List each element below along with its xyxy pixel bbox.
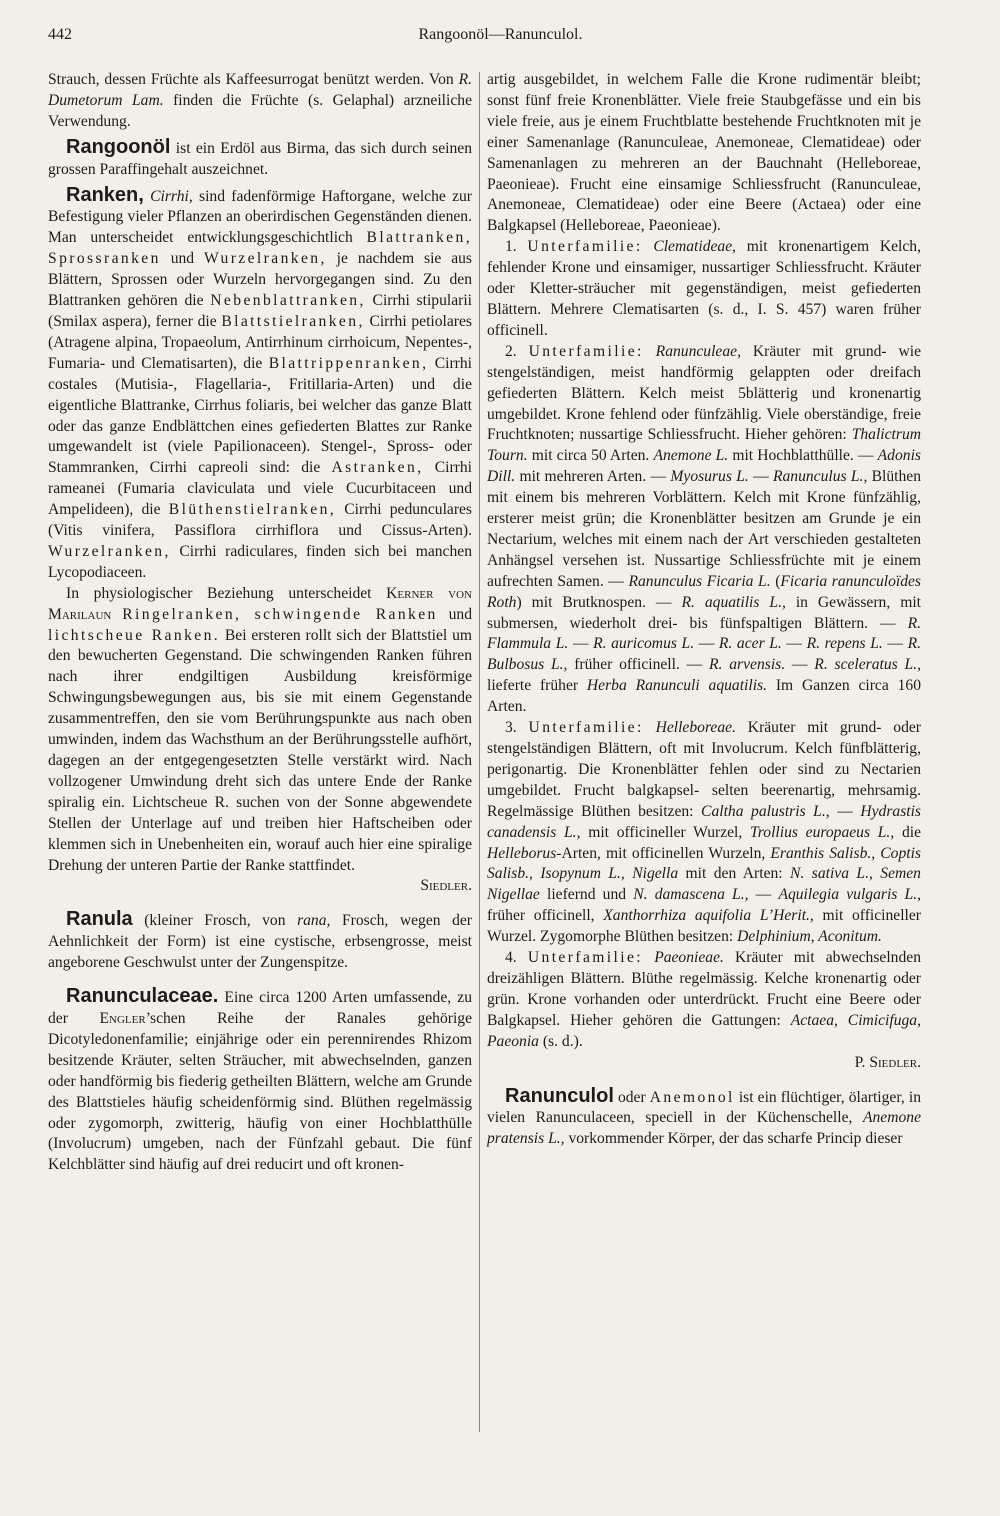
latin-term: Hydrastis canadensis L., <box>487 802 921 841</box>
text: -Arten, mit officinellen Wurzeln, <box>556 844 771 862</box>
subfamily-3 <box>487 718 921 948</box>
spaced-term: Unterfamilie: <box>527 238 643 256</box>
text <box>644 719 656 736</box>
text: — <box>748 468 773 486</box>
text: Frosch, wegen der Aehnlichkeit der Form) ist eine cystische, erbsengrosse, meist angeborene Geschwulst unter der Zungenspitze. <box>48 912 472 972</box>
text <box>643 949 654 966</box>
spaced-term: Unterfamilie: <box>528 719 644 737</box>
text: ) mit Brutknospen. — <box>516 593 682 611</box>
text: oder <box>613 1088 650 1106</box>
latin-term: Actaea, Cimicifuga, Paeonia <box>487 1011 922 1050</box>
text: mit circa 50 Arten. <box>527 447 654 465</box>
signature <box>487 1053 921 1074</box>
text: früher officinell. — <box>567 656 710 674</box>
text: mit den Arten: <box>678 865 791 883</box>
text: in Gewässern, mit submersen, wiederholt drei- bis fünfspaltigen Blättern. — <box>487 593 921 632</box>
latin-term: Helleboreae. <box>655 719 736 737</box>
spaced-term: lichtscheue Ranken. <box>48 626 221 644</box>
entry-ranunculaceae <box>48 986 472 1176</box>
spaced-term: Wurzelranken, <box>48 542 171 560</box>
spaced-term: Ringelranken, schwingende Ranken <box>122 605 438 623</box>
subfamily-2 <box>487 342 921 718</box>
text: Cirrhi stipularii (Smilax aspera), ferner die <box>48 292 472 330</box>
text: liefernd und <box>539 886 634 904</box>
text: ist ein Erdöl aus Birma, das sich durch seinen grossen Paraffingehalt auszeichnet. <box>48 139 472 178</box>
latin-term: Adonis Dill. <box>487 447 921 486</box>
text <box>111 606 122 623</box>
text: 1. <box>505 238 528 256</box>
text <box>644 343 656 360</box>
text: Cirrhi rameanei (Fumaria claviculata und viele Cucurbitaceen und Ampelideen), die <box>48 459 472 519</box>
latin-term: R. sceleratus L., <box>814 656 921 674</box>
latin-term: R. Flammula L. <box>487 614 921 653</box>
text: Cirrhi radiculares, finden sich bei manchen Lycopodiaceen. <box>48 542 472 581</box>
text: Im Ganzen circa 160 Arten. <box>487 677 921 716</box>
latin-term: R. auricomus L. <box>593 635 695 653</box>
text: finden die Früchte (s. Gelaphal) arzneiliche Verwendung. <box>48 91 472 130</box>
latin-term: R. acer L. <box>718 635 782 653</box>
author-name: Kerner von Marilaun <box>48 584 472 623</box>
latin-term: Cirrhi, <box>150 187 193 205</box>
text: — <box>748 886 779 904</box>
text: mit Hochblatthülle. — <box>728 447 878 465</box>
text: ( <box>770 572 781 590</box>
entry-ranunculol <box>487 1086 921 1151</box>
headword: Ranken, <box>66 183 144 206</box>
spaced-term: Blüthenstielranken, <box>168 501 337 519</box>
latin-term: Trollius europaeus L., <box>749 823 895 841</box>
headword: Ranunculaceae. <box>66 985 219 1008</box>
text: Strauch, dessen Früchte als Kaffeesurrogat benützt werden. Von <box>48 71 459 88</box>
entry-ranken-physiology <box>48 584 472 877</box>
text: Bei ersteren rollt sich der Blattstiel um den bewucherten Gegenstand. Die schwingenden Ranken führen nach ihrer endgiltigen Ausbildung kreisförmige Schwingungsbewegungen aus, bis sie mit einem Gegenstande zusammentreffen, den sie vom Berührungspunkte aus nach oben umwinden, indem das Wachsthum an der Berührungsstelle aufhört, dagegen an der entgegengesetzten Stelle verstärkt wird. Nach vollzogener Umwindung dreht sich das untere Ende der Ranke spiralig ein. Lichtscheue R. suchen von der Sonne abgewendete Stellen der Unterlage auf und treiben hier Haftscheiben oder klemmen sich in Unebenheiten ein, worauf auch hier eine spiralige Drehung der unteren Partie der Ranke stattfindet. <box>48 626 472 874</box>
text: — <box>781 635 807 653</box>
text: Cirrhi pedunculares (Vitis vinifera, Passiflora cirrhiflora und Cissus-Arten). <box>48 501 473 540</box>
spaced-term: Unterfamilie: <box>528 342 644 360</box>
latin-term: N. sativa L., <box>790 865 873 883</box>
latin-term: R. arvensis. <box>709 656 786 674</box>
headword: Ranunculol <box>505 1084 614 1107</box>
latin-term: R. Bulbosus L., <box>487 635 922 674</box>
latin-term: N. damascena L., <box>633 886 749 904</box>
latin-term: Ficaria ranunculoïdes Roth <box>487 572 921 611</box>
spaced-term: Wurzelranken, <box>204 250 327 268</box>
text: sind fadenförmige Haftorgane, welche zur Befestigung vieler Pflanzen an oberirdischen Gegenständen dienen. Man unterscheidet entwicklungsgeschichtlich <box>48 187 472 247</box>
latin-term: Xanthorrhiza aquifolia L’Herit., <box>603 907 814 925</box>
signature <box>48 876 472 897</box>
headword: Ranula <box>66 908 133 931</box>
page-header <box>48 26 953 50</box>
text: 4. <box>505 949 528 967</box>
latin-term: Semen Nigellae <box>487 865 921 904</box>
subfamily-1 <box>487 237 921 342</box>
right-column <box>487 70 921 1150</box>
latin-term: rana, <box>297 912 331 930</box>
latin-term: Clematideae, <box>653 238 737 256</box>
latin-term: R. repens L. <box>806 635 883 653</box>
text: ist ein flüchtiger, ölartiger, in vielen Ranunculaceen, speciell in der Küchenschelle, <box>487 1088 921 1127</box>
latin-term: Ranunculus Ficaria L. <box>628 572 771 590</box>
page-number: 442 <box>48 26 72 43</box>
spaced-term: Blattstielranken, <box>221 312 365 330</box>
text: — <box>694 635 719 653</box>
latin-term: Myosurus L. <box>670 468 749 486</box>
species-name: R. Dumetorum Lam. <box>48 71 472 109</box>
text: 3. <box>505 719 529 737</box>
text: und <box>437 605 472 623</box>
text: 2. <box>505 342 529 360</box>
text: Eine circa 1200 Arten umfassende, zu der <box>48 989 472 1027</box>
entry-ranunculaceae-continuation: artig ausgebildet, in welchem Falle die Krone rudimentär bleibt; sonst fünf freie Kronenblätter. Viele freie Staubgefässe und ein bis viele freie, aus je einem Fruchtblatte bestehende Fruchtknoten mit je einer Samenanlage (Ranunculeae, Anemoneae, Clematideae) oder Samenanlagen zu mehreren an der Bauchnaht (Helleboreae, Paeonieae). Frucht eine einsamige Schliessfrucht (Ranunculeae, Anemoneae, Clematideae) oder eine Beere (Actaea) oder eine Balgkapsel (Helleboreae, Paeonieae). <box>487 71 921 235</box>
text: mit officineller Wurzel. Zygomorphe Blüthen besitzen: <box>487 907 921 946</box>
entry-ranken <box>48 185 472 584</box>
text: In physiologischer Beziehung unterscheidet <box>66 584 387 602</box>
text: die <box>894 823 921 841</box>
spaced-term: Blattranken, Sprossranken <box>48 229 472 268</box>
subfamily-4 <box>487 948 921 1053</box>
text: (s. d.). <box>538 1032 583 1050</box>
text: mit mehreren Arten. — <box>515 468 671 486</box>
text: Blüthen mit einem bis mehreren Vorblättern. Kelch mit Krone fünfzählig, ersterer meist grün; die Kronenblätter besitzen am Grunde je ein Nectarium, welches mit einem nach der Art verschieden gestalteten Anhängsel versehen ist. Nussartige Schliessfrüchte mit je einem aufrechten Samen. — <box>487 468 922 590</box>
latin-term: Ranunculeae, <box>655 342 741 360</box>
latin-term: Herba Ranunculi aquatilis. <box>586 677 768 695</box>
text: — <box>882 635 908 653</box>
entry-continuation <box>48 70 472 133</box>
latin-term: Eranthis Salisb., Coptis Salisb., Isopynum L., Nigella <box>487 844 921 883</box>
text: mit officineller Wurzel, <box>580 823 750 841</box>
spaced-term: Unterfamilie: <box>527 949 644 967</box>
latin-term: Helleborus <box>487 844 557 862</box>
text: mit kronenartigem Kelch, fehlender Krone und einsamiger, nussartiger Schliessfrucht. Kräuter oder Kletter-sträucher mit gegenständigen, meist gefiederten Blättern. Mehrere Clematisarten (s. d., I. S. 457) waren früher officinell. <box>487 238 921 339</box>
text: Kräuter mit grund- oder stengelständigen Blättern, oft mit Involucrum. Kelch fünfblätterig, perigonartig. Die Kronenblätter fehlen oder sind zu Nectarien umgebildet. Frucht balgkapsel- selten beerenartig, mehrsamig. Regelmässige Blüthen besitzen: <box>487 719 921 820</box>
author-name: Engler <box>99 1009 146 1027</box>
text: (kleiner Frosch, von <box>132 912 298 930</box>
running-title: Rangoonöl—Ranunculol. <box>418 26 583 43</box>
left-column <box>48 70 472 1176</box>
text: vorkommender Körper, der das scharfe Princip dieser <box>564 1130 903 1148</box>
spaced-term: Blattrippenranken, <box>268 354 429 372</box>
spaced-term: Astranken, <box>331 459 424 477</box>
text: Kräuter mit abwechselnden dreizähligen Blättern. Blüthe regelmässig. Kelche kronenartig oder grün. Krone vorhanden oder unterdrückt. Frucht eine Beere oder Balgkapsel. Hieher gehören die Gattungen: <box>487 949 921 1029</box>
latin-term: R. aquatilis L., <box>681 593 786 611</box>
latin-term: Paeonieae. <box>654 949 724 967</box>
text: je nachdem sie aus Blättern, Sprossen oder Wurzeln hervorgegangen sind. Zu den Blattranken gehören die <box>48 250 472 310</box>
text <box>643 238 654 255</box>
column-divider <box>479 72 480 1432</box>
latin-term: Anemone L. <box>653 447 729 465</box>
author-signature: P. Siedler. <box>854 1053 921 1071</box>
headword: Rangoonöl <box>66 135 171 158</box>
text: — <box>829 802 861 820</box>
author-signature: Siedler. <box>420 877 472 895</box>
text: Cirrhi petiolares (Atragene alpina, Tropaeolum, Antirrhinum cirrhoicum, Nepentes-, Fumaria- und Clematisarten), die <box>48 312 472 372</box>
text: Cirrhi costales (Mutisia-, Flagellaria-, Fritillaria-Arten) und die eigentliche Blattranke, Cirrhus foliaris, bei welcher das ganze Blatt oder das ganze Endblättchen eines gefiederten Blattes zur Ranke umgewandelt ist (viele Papilionaceen). Stengel-, Spross- oder Stammranken, Cirrhi capreoli sind: die <box>48 354 472 477</box>
text: und <box>160 250 204 268</box>
text: ’schen Reihe der Ranales gehörige Dicotyledonenfamilie; einjährige oder ein perennirendes Rhizom besitzende Kräuter, selten Sträucher, mit abwechselnden, ganzen oder handförmig bis fiederig getheilten Blättern, welche am Grunde des Blattstieles häufig scheidenförmig sind. Blüthen regelmässig oder zygomorph, zwitterig, häufig von einer Hochblatthülle (Involucrum) umgeben, nach der Fünfzahl gebaut. Die fünf Kelchblätter sind häufig auf drei reducirt und oft kronen- <box>48 1009 472 1174</box>
latin-term: Anemone pratensis L., <box>487 1109 921 1148</box>
spaced-term: Anemonol <box>649 1088 735 1106</box>
latin-term: Aquilegia vulgaris L., <box>778 886 921 904</box>
text: früher officinell, <box>487 907 604 925</box>
text: lieferte früher <box>487 677 587 695</box>
spaced-term: Nebenblattranken, <box>210 292 366 310</box>
entry-ranula <box>48 909 472 974</box>
text: Kräuter mit grund- wie stengelständigen, meist handförmig gelappten oder dreifach gefiederten Blättern. Kelch meist 5blätterig und kronenartig umgebildet. Krone fehlend oder fünfzählig. Viele oberständige, freie Fruchtknoten; nussartige Schliessfrucht. Hieher gehören: <box>487 342 921 444</box>
latin-term: Delphinium, Aconitum. <box>737 928 882 946</box>
entry-rangoonoel <box>48 137 472 181</box>
text: — <box>785 656 815 674</box>
latin-term: Thalictrum Tourn. <box>487 426 921 465</box>
latin-term: Caltha palustris L., <box>701 802 830 820</box>
text: — <box>568 635 594 653</box>
latin-term: Ranunculus L., <box>772 468 868 486</box>
